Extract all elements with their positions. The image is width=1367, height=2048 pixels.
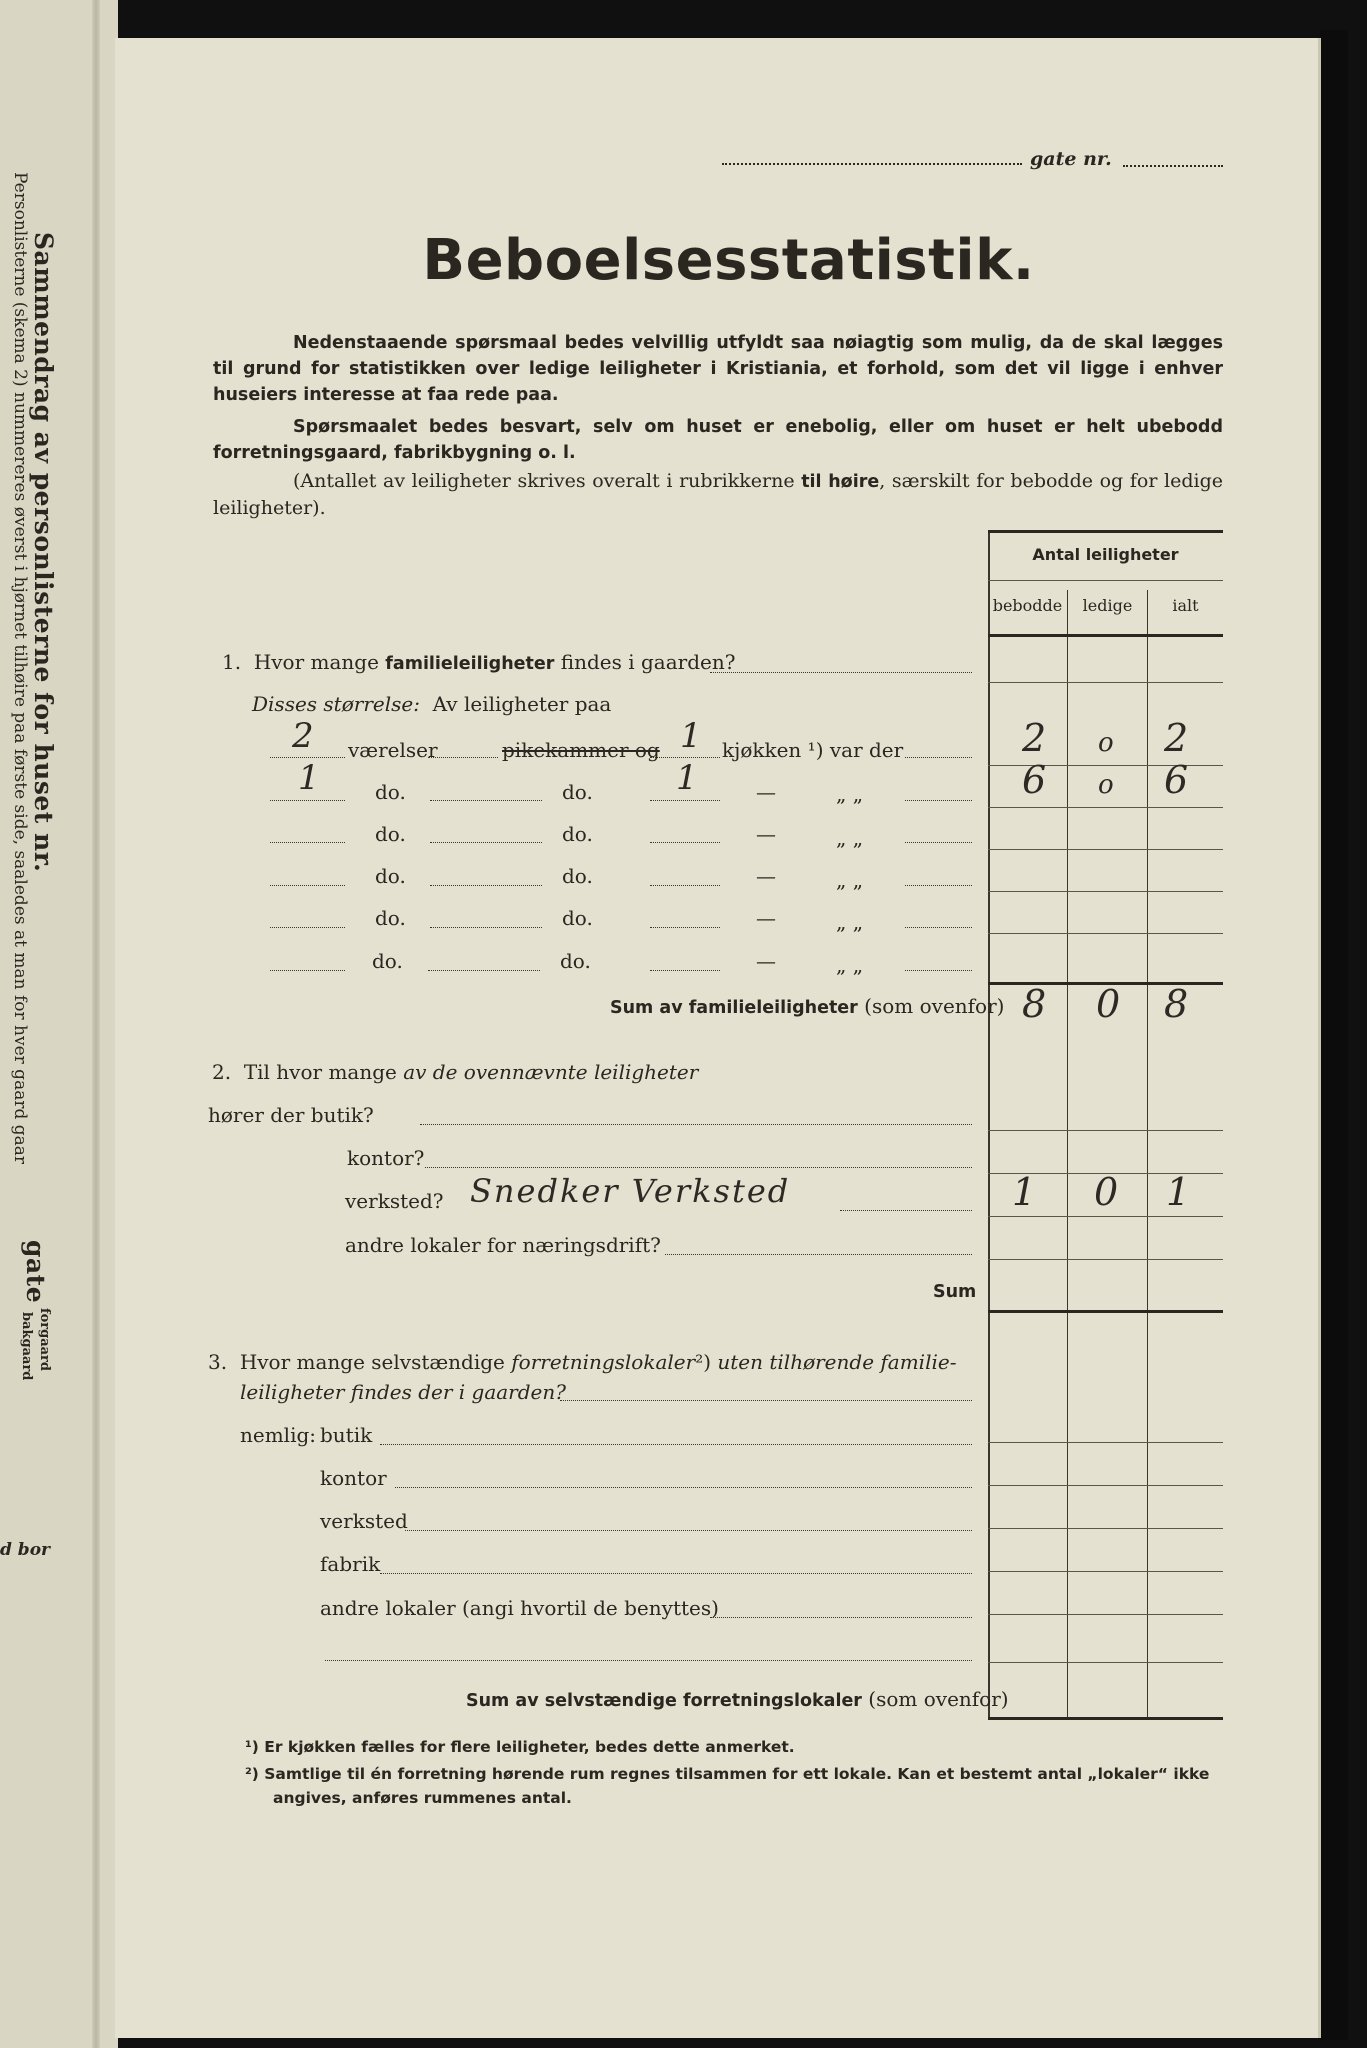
- grid-line: [988, 1130, 1223, 1131]
- grid-line: [988, 849, 1223, 850]
- q1-text-a: Hvor mange: [253, 650, 379, 674]
- do-label: do.: [372, 949, 403, 973]
- sum-bebodde: 8: [1022, 982, 1047, 1026]
- q3-text-d: uten tilhørende familie-: [717, 1350, 957, 1374]
- leader-dots: [380, 1444, 972, 1445]
- leader-dots: [905, 800, 972, 801]
- left-page-gate: gate: [21, 1240, 50, 1304]
- grid-line: [1067, 590, 1068, 1720]
- leader-dots: [905, 927, 972, 928]
- grid-line: [988, 1442, 1223, 1443]
- q1-sum-a: Sum av familieleiligheter: [610, 998, 858, 1018]
- leader-dots: [428, 970, 540, 971]
- q3-andre: andre lokaler (angi hvortil de benyttes): [320, 1596, 719, 1620]
- col-ledige: ledige: [1082, 596, 1133, 615]
- do-label: do.: [562, 906, 593, 930]
- col-ialt: ialt: [1172, 596, 1199, 615]
- answer-grid: [988, 530, 1223, 1720]
- table-header-title: Antal leiligheter: [1032, 545, 1179, 564]
- grid-line: [988, 1216, 1223, 1217]
- rooms-line: [270, 927, 345, 928]
- dash: —: [756, 822, 776, 846]
- grid-line: [988, 807, 1223, 808]
- leader-dots: [430, 800, 542, 801]
- leader-dots: [430, 927, 542, 928]
- page-edge-line: [1318, 38, 1321, 2038]
- verksted-ledige: 0: [1094, 1170, 1119, 1214]
- row1-kitchen: 1: [680, 716, 702, 756]
- left-page-heading: Sammendrag av personlisterne for huset nr.: [29, 232, 58, 873]
- grid-line: [988, 634, 1223, 637]
- rooms-line: [270, 885, 345, 886]
- footnote-2: ²) Samtlige til én forretning hørende rum regnes tilsammen for ett lokale. Kan et bestemt antal „lokaler“ ikke: [245, 1765, 1210, 1783]
- leader-dots: [430, 885, 542, 886]
- left-page-bakgaard: bakgaard: [19, 1312, 34, 1381]
- grid-line: [988, 580, 1223, 581]
- page-title: Beboelsesstatistik.: [422, 228, 1035, 293]
- rooms-line: [270, 800, 345, 801]
- leader-dots: [425, 1167, 972, 1168]
- kitchen-line: [650, 800, 720, 801]
- do-label: do.: [375, 864, 406, 888]
- intro-paragraph-3: [213, 468, 1223, 521]
- leader-dots: [325, 1660, 972, 1661]
- row1-ledige: o: [1098, 728, 1114, 758]
- dash: —: [756, 906, 776, 930]
- q1-sum-b: (som ovenfor): [864, 994, 1005, 1018]
- row1-ialt: 2: [1164, 716, 1189, 760]
- do-label: do.: [562, 780, 593, 804]
- grid-line: [988, 1485, 1223, 1486]
- leader-dots: [710, 1617, 972, 1618]
- q2-butik: hører der butik?: [208, 1103, 374, 1127]
- q3-text-a: Hvor mange selvstændige: [239, 1350, 505, 1374]
- intro-p3-c: , særskilt for bebodde og for ledige leiligheter).: [213, 470, 1223, 519]
- q3-nemlig: nemlig:: [240, 1423, 317, 1447]
- q1-size-label: Disses størrelse:: [252, 692, 420, 716]
- do-label: do.: [375, 906, 406, 930]
- grid-line: [988, 1259, 1223, 1260]
- grid-line: [988, 530, 1223, 533]
- q3-sum-label: [466, 1687, 1009, 1711]
- rooms-line: [270, 842, 345, 843]
- kitchen-line: [650, 885, 720, 886]
- kjokken-label: kjøkken ¹) var der: [722, 738, 904, 762]
- q2-line: [212, 1060, 698, 1084]
- page-edge: [1320, 30, 1348, 2040]
- left-page-subtext: Personlisterne (skema 2) nummereres øverst i hjørnet tilhøire paa første side, saaledes at man for hver gaard gaar: [10, 172, 30, 1165]
- q1-size-text: Av leiligheter paa: [432, 692, 612, 716]
- ditto-mark: „ „: [836, 868, 864, 892]
- ditto-mark: „ „: [836, 910, 864, 934]
- grid-line: [988, 1717, 1223, 1720]
- do-label: do.: [562, 864, 593, 888]
- vaerelser-label: værelser: [348, 738, 438, 762]
- q3-number: 3.: [208, 1350, 228, 1374]
- q2-verksted-hand: Snedker Verksted: [470, 1172, 791, 1210]
- leader-dots: [905, 842, 972, 843]
- kitchen-line: [650, 970, 720, 971]
- leader-dots: [430, 842, 542, 843]
- leader-dots: [428, 757, 498, 758]
- row2-rooms: 1: [298, 758, 320, 798]
- grid-line: [988, 933, 1223, 934]
- leader-dots: [395, 1487, 972, 1488]
- grid-line: [988, 891, 1223, 892]
- q2-text-a: Til hvor mange: [243, 1060, 397, 1084]
- verksted-ialt: 1: [1166, 1170, 1191, 1214]
- footnote-1: ¹) Er kjøkken fælles for flere leiligheter, bedes dette anmerket.: [245, 1738, 795, 1756]
- grid-line: [1147, 590, 1148, 1720]
- grid-line: [988, 682, 1223, 683]
- kitchen-line: [650, 842, 720, 843]
- gate-nr-label: gate nr.: [1030, 148, 1112, 170]
- ditto-mark: „ „: [836, 782, 864, 806]
- leader-dots: [560, 1400, 972, 1401]
- q2-andre: andre lokaler for næringsdrift?: [345, 1233, 661, 1257]
- q1-text-b: familieleiligheter: [385, 654, 555, 674]
- q2-text-b: av de ovennævnte leiligheter: [403, 1060, 699, 1084]
- intro-text: [213, 330, 1223, 472]
- grid-line: [988, 1614, 1223, 1615]
- row1-bebodde: 2: [1022, 716, 1047, 760]
- q3-text-b: forretningslokaler: [511, 1350, 696, 1374]
- q3-verksted: verksted: [320, 1509, 408, 1533]
- leader-dots: [420, 1124, 972, 1125]
- row2-bebodde: 6: [1022, 758, 1047, 802]
- leader-dots: [665, 1254, 972, 1255]
- do-label: do.: [560, 949, 591, 973]
- row2-kitchen: 1: [676, 758, 698, 798]
- pikekammer-label: pikekammer og: [502, 738, 660, 762]
- q3-line-2: leiligheter findes der i gaarden?: [240, 1380, 566, 1404]
- page-fold: [92, 0, 100, 2048]
- grid-line: [988, 1528, 1223, 1529]
- grid-line: [988, 530, 990, 1720]
- row1-rooms: 2: [292, 716, 314, 756]
- row2-ialt: 6: [1164, 758, 1189, 802]
- grid-line: [988, 1310, 1223, 1313]
- q3-sum-b: (som ovenfor): [868, 1687, 1009, 1711]
- ditto-mark: „ „: [836, 826, 864, 850]
- q1-line: [222, 650, 735, 674]
- leader-dots: [710, 672, 972, 673]
- rooms-line: [270, 970, 345, 971]
- house-number-line: [1123, 165, 1223, 167]
- q2-verksted: verksted?: [345, 1189, 444, 1213]
- do-label: do.: [375, 822, 406, 846]
- grid-line: [988, 1571, 1223, 1572]
- q3-sum-a: Sum av selvstændige forretningslokaler: [466, 1691, 862, 1711]
- left-page-forgaard: forgaard: [37, 1308, 52, 1371]
- intro-p3-b: til høire: [801, 472, 880, 492]
- leader-dots: [405, 1530, 972, 1531]
- intro-paragraph-1: Nedenstaaende spørsmaal bedes velvillig utfyldt saa nøiagtig som mulig, da de skal lægges til grund for statistikken over ledige leiligheter i Kristiania, et forhold, som det vil ligge i enhver huseiers interesse at faa rede paa.: [213, 333, 1223, 405]
- sum-ialt: 8: [1164, 982, 1189, 1026]
- q3-kontor: kontor: [320, 1466, 387, 1490]
- q3-line: [208, 1350, 956, 1374]
- kitchen-line: [650, 927, 720, 928]
- grid-line: [988, 1662, 1223, 1663]
- q1-sum-label: [610, 994, 1004, 1018]
- q1-number: 1.: [222, 650, 242, 674]
- dash: —: [756, 949, 776, 973]
- q3-butik: butik: [320, 1423, 373, 1447]
- q2-number: 2.: [212, 1060, 232, 1084]
- q1-text-c: findes i gaarden?: [560, 650, 736, 674]
- q1-size-line: [252, 692, 611, 716]
- row2-ledige: o: [1098, 770, 1114, 800]
- intro-p3-a: (Antallet av leiligheter skrives overalt i rubrikkerne: [293, 470, 795, 492]
- do-label: do.: [562, 822, 593, 846]
- q3-fabrik: fabrik: [320, 1552, 381, 1576]
- ditto-mark: „ „: [836, 953, 864, 977]
- leader-dots: [905, 970, 972, 971]
- leader-dots: [380, 1573, 972, 1574]
- leader-dots: [840, 1210, 972, 1211]
- leader-dots: [905, 885, 972, 886]
- q2-sum: Sum: [933, 1282, 977, 1302]
- left-page: [0, 0, 118, 2048]
- intro-paragraph-2: Spørsmaalet bedes besvart, selv om huset er enebolig, eller om huset er helt ubebodd forretningsgaard, fabrikbygning o. l.: [213, 417, 1223, 463]
- q3-text-c: ²): [695, 1350, 712, 1374]
- do-label: do.: [375, 780, 406, 804]
- leader-dots: [905, 757, 972, 758]
- q2-kontor: kontor?: [347, 1146, 425, 1170]
- street-name-line: [722, 163, 1022, 165]
- dash: —: [756, 864, 776, 888]
- sum-ledige: 0: [1096, 982, 1121, 1026]
- footnote-2b: angives, anføres rummenes antal.: [273, 1789, 572, 1807]
- left-page-bor: d bor: [0, 1540, 50, 1560]
- verksted-bebodde: 1: [1012, 1170, 1037, 1214]
- dash: —: [756, 780, 776, 804]
- col-bebodde: bebodde: [992, 596, 1063, 615]
